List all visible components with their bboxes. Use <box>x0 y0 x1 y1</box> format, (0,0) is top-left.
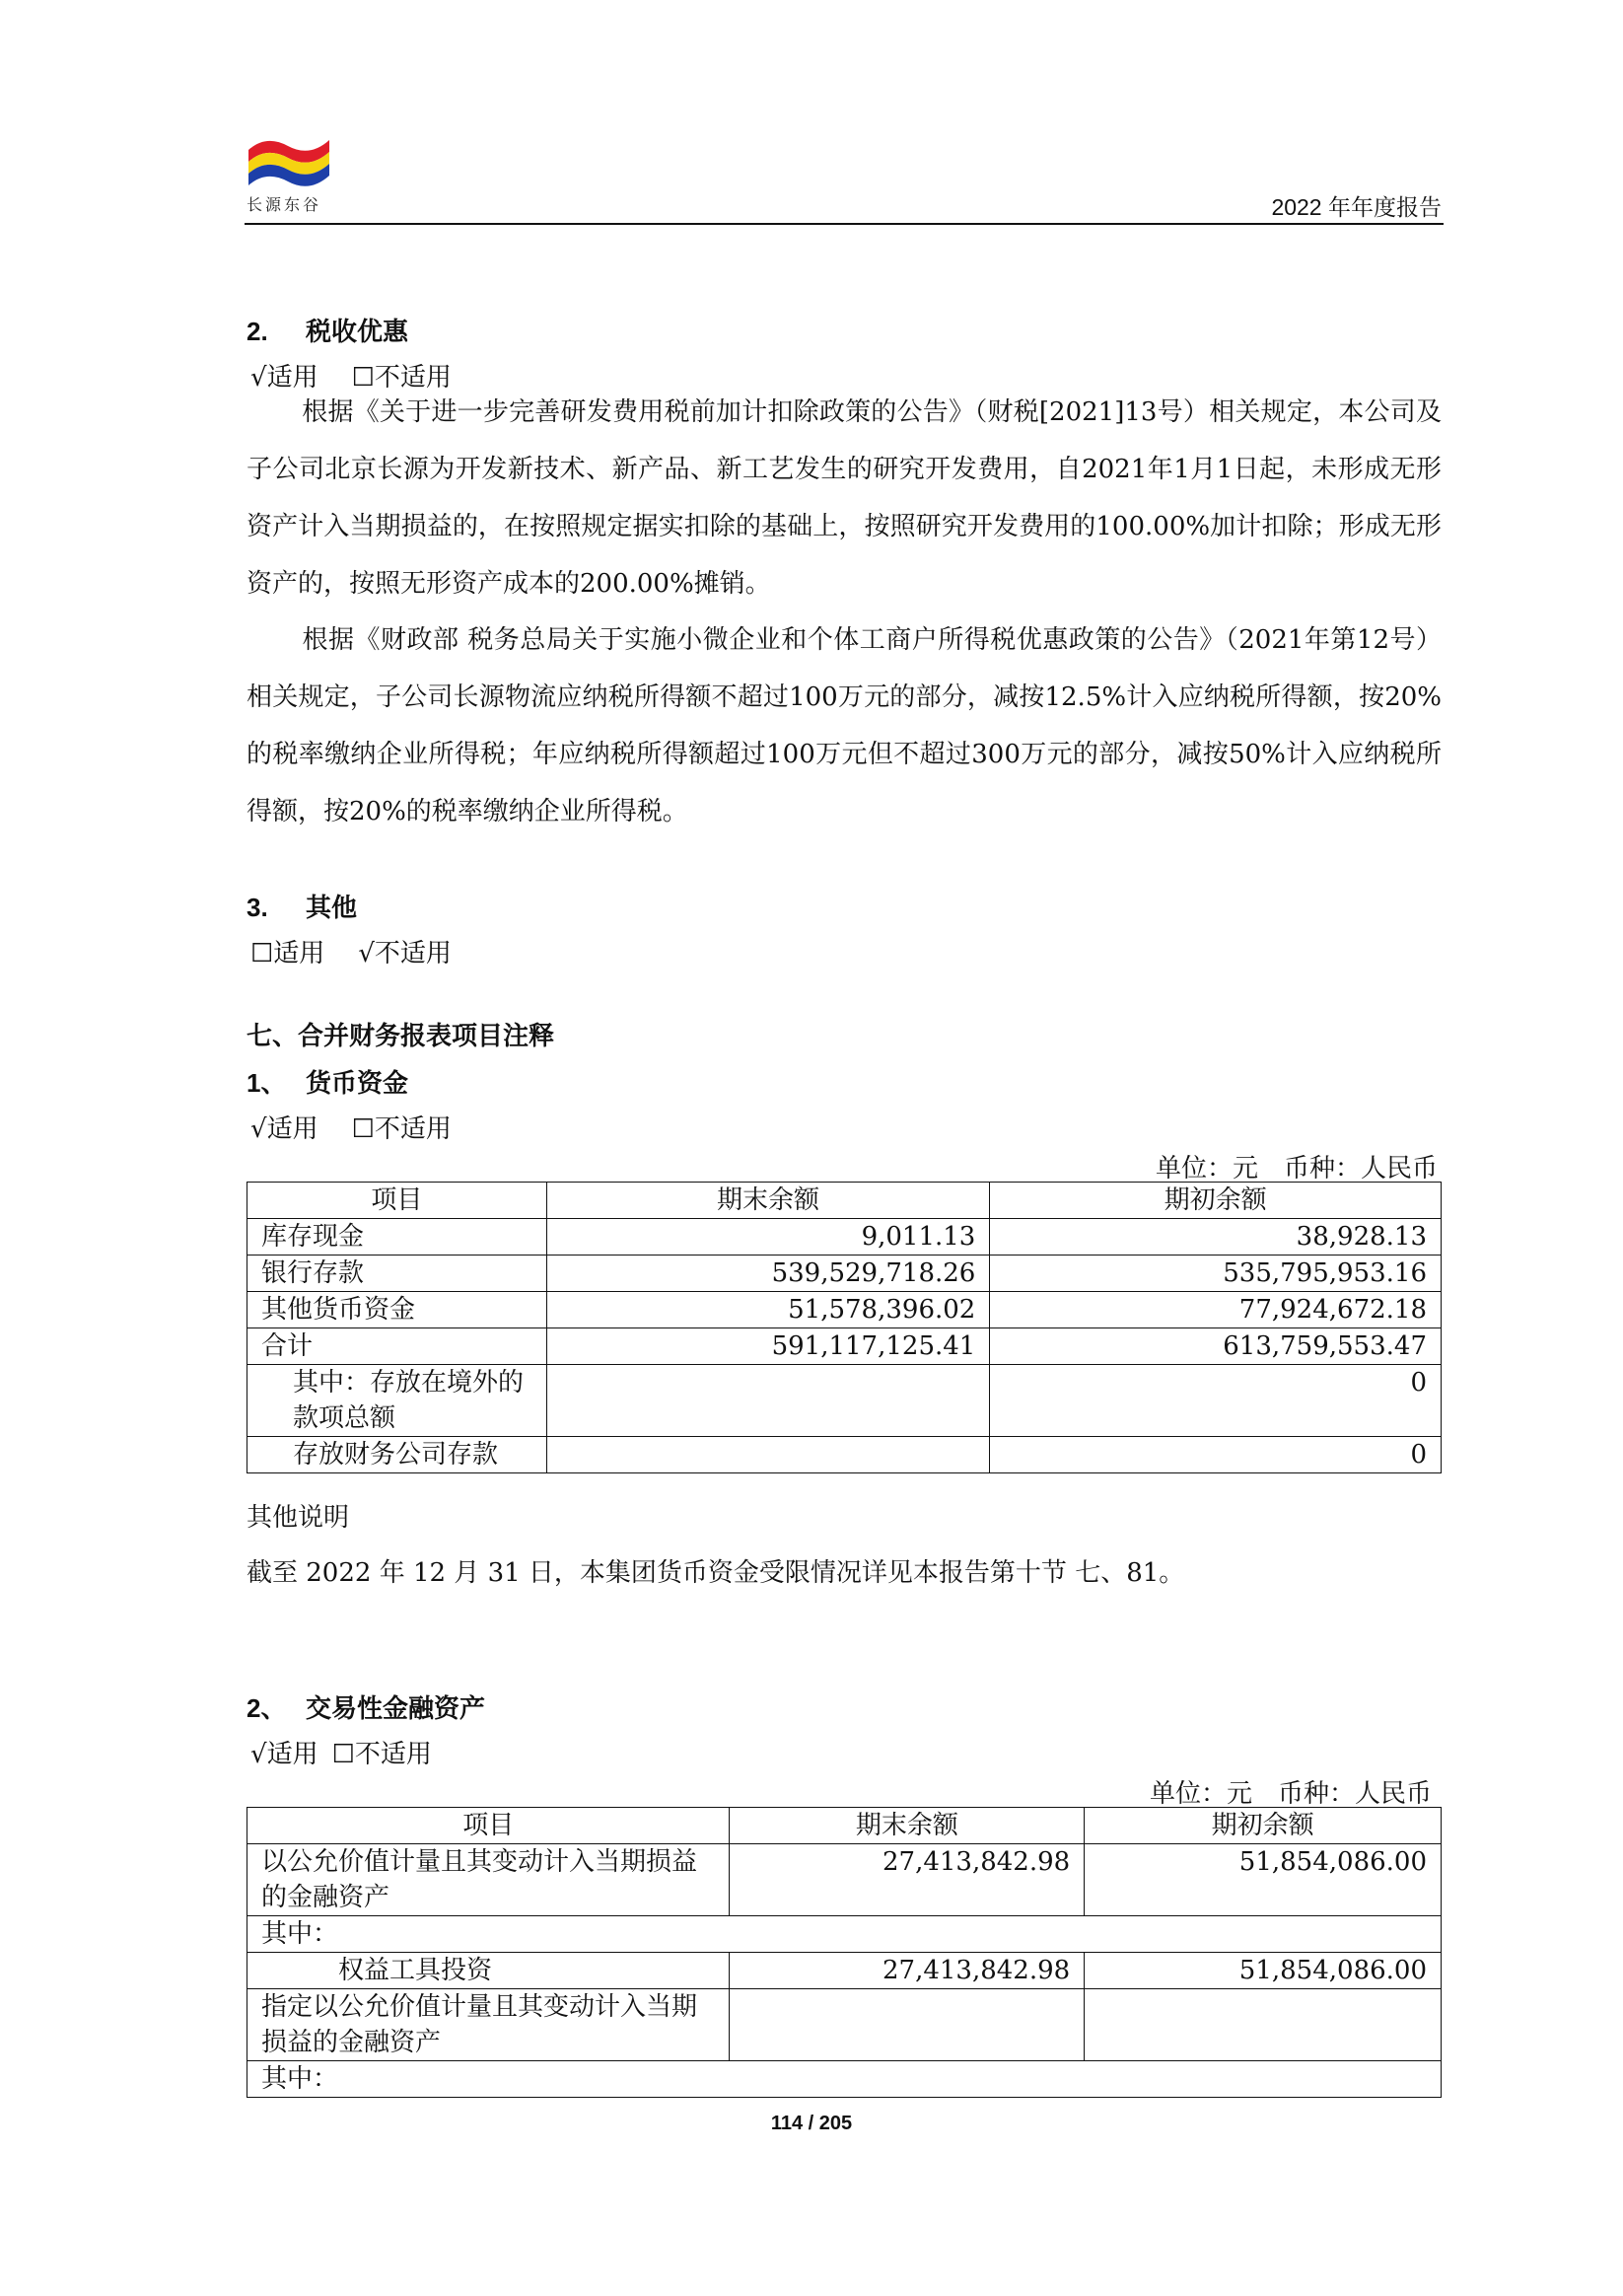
table-row <box>247 1844 1442 1916</box>
option-not-applicable: ☐不适用 <box>331 1740 432 1769</box>
note-label: 其他说明 <box>247 1503 350 1533</box>
option-applicable: √适用 <box>250 363 318 393</box>
column-header: 项目 <box>247 1183 547 1219</box>
cell-value: 77,924,672.18 <box>990 1292 1442 1328</box>
table-row <box>247 1328 1442 1365</box>
section-number: 3. <box>247 893 268 922</box>
paragraph-text: 根据《财政部 税务总局关于实施小微企业和个体工商户所得税优惠政策的公告》（2021年第12号）相关规定，子公司长源物流应纳税所得额不超过100万元的部分，减按12.5%计入应纳税所得额，按20%的税率缴纳企业所得税；年应纳税所得额超过100万元但不超过300万元的部分，减按50%计入应纳税所得额，按20%的税率缴纳企业所得税。 <box>247 625 1442 826</box>
table-row <box>247 1365 1442 1437</box>
cell-value: 591,117,125.41 <box>546 1328 990 1365</box>
company-logo <box>245 130 333 189</box>
section-number: 2. <box>247 317 268 346</box>
unit-label: 单位：元 币种：人民币 <box>1149 1779 1432 1809</box>
cell-value <box>546 1437 990 1473</box>
table-row <box>247 1437 1442 1473</box>
row-label: 以公允价值计量且其变动计入当期损益的金融资产 <box>247 1844 730 1916</box>
unit-label: 单位：元 币种：人民币 <box>1155 1154 1438 1184</box>
row-label: 合计 <box>247 1328 547 1365</box>
cell-value <box>546 1365 990 1437</box>
cell-value <box>1085 1989 1442 2061</box>
row-label: 其中： <box>247 2061 1442 2098</box>
column-header: 期初余额 <box>1085 1808 1442 1844</box>
cell-value: 27,413,842.98 <box>730 1844 1085 1916</box>
table-row <box>247 1292 1442 1328</box>
section-title: 交易性金融资产 <box>306 1694 486 1724</box>
tax-paragraph-1 <box>247 384 1442 612</box>
option-not-applicable: ☐不适用 <box>351 363 452 393</box>
cell-value: 539,529,718.26 <box>546 1256 990 1292</box>
cell-value: 613,759,553.47 <box>990 1328 1442 1365</box>
option-not-applicable: ☐不适用 <box>351 1114 452 1144</box>
row-label: 其中： <box>247 1916 1442 1953</box>
tax-paragraph-2 <box>247 611 1442 840</box>
column-header: 期初余额 <box>990 1183 1442 1219</box>
section-heading-trading <box>247 1688 485 1725</box>
header-divider <box>245 223 1444 225</box>
chapter-heading: 七、合并财务报表项目注释 <box>247 1022 555 1051</box>
section-number: 1、 <box>247 1068 287 1098</box>
option-applicable: √适用 <box>250 1114 318 1144</box>
column-header: 期末余额 <box>730 1808 1085 1844</box>
row-label: 其中：存放在境外的款项总额 <box>247 1365 547 1437</box>
section-title: 其他 <box>306 894 358 923</box>
cell-value: 535,795,953.16 <box>990 1256 1442 1292</box>
section-heading-cash <box>247 1063 408 1100</box>
cell-value: 51,854,086.00 <box>1085 1844 1442 1916</box>
section-heading-tax <box>247 312 408 348</box>
table-row <box>247 1916 1442 1953</box>
option-applicable: ☐适用 <box>250 939 325 969</box>
cell-value <box>730 1989 1085 2061</box>
section-heading-other <box>247 888 357 924</box>
note-text: 截至 2022 年 12 月 31 日，本集团货币资金受限情况详见本报告第十节 七、81。 <box>247 1558 1185 1588</box>
cell-value: 0 <box>990 1365 1442 1437</box>
cash-table <box>247 1182 1442 1473</box>
row-label: 指定以公允价值计量且其变动计入当期损益的金融资产 <box>247 1989 730 2061</box>
table-row <box>247 1256 1442 1292</box>
section-number: 2、 <box>247 1693 287 1723</box>
column-header: 项目 <box>247 1808 730 1844</box>
applicability-options-cash <box>250 1109 485 1145</box>
applicability-options-trading <box>250 1734 465 1770</box>
section-title: 税收优惠 <box>306 318 409 347</box>
cell-value: 0 <box>990 1437 1442 1473</box>
option-applicable: √适用 <box>250 1740 318 1769</box>
cell-value: 51,854,086.00 <box>1085 1953 1442 1989</box>
row-label: 权益工具投资 <box>247 1953 730 1989</box>
table-row <box>247 1219 1442 1256</box>
applicability-options-other <box>250 933 485 969</box>
row-label: 银行存款 <box>247 1256 547 1292</box>
trading-assets-table <box>247 1807 1442 2098</box>
table-row <box>247 1989 1442 2061</box>
option-not-applicable: √不适用 <box>358 939 452 969</box>
row-label: 其他货币资金 <box>247 1292 547 1328</box>
column-header: 期末余额 <box>546 1183 990 1219</box>
row-label: 库存现金 <box>247 1219 547 1256</box>
cell-value: 9,011.13 <box>546 1219 990 1256</box>
table-header-row <box>247 1808 1442 1844</box>
section-title: 货币资金 <box>306 1069 409 1099</box>
paragraph-text: 根据《关于进一步完善研发费用税前加计扣除政策的公告》（财税[2021]13号）相关规定，本公司及子公司北京长源为开发新技术、新产品、新工艺发生的研究开发费用，自2021年1月1日起，未形成无形资产计入当期损益的，在按照规定据实扣除的基础上，按照研究开发费用的100.00%加计扣除；形成无形资产的，按照无形资产成本的200.00%摊销。 <box>247 397 1442 599</box>
table-row <box>247 2061 1442 2098</box>
logo-text: 长源东谷 <box>247 195 322 214</box>
page-number: 114 / 205 <box>770 2113 853 2134</box>
table-row <box>247 1953 1442 1989</box>
cell-value: 38,928.13 <box>990 1219 1442 1256</box>
cell-value: 51,578,396.02 <box>546 1292 990 1328</box>
table-header-row <box>247 1183 1442 1219</box>
row-label: 存放财务公司存款 <box>247 1437 547 1473</box>
cell-value: 27,413,842.98 <box>730 1953 1085 1989</box>
report-title: 2022 年年度报告 <box>1271 194 1442 220</box>
